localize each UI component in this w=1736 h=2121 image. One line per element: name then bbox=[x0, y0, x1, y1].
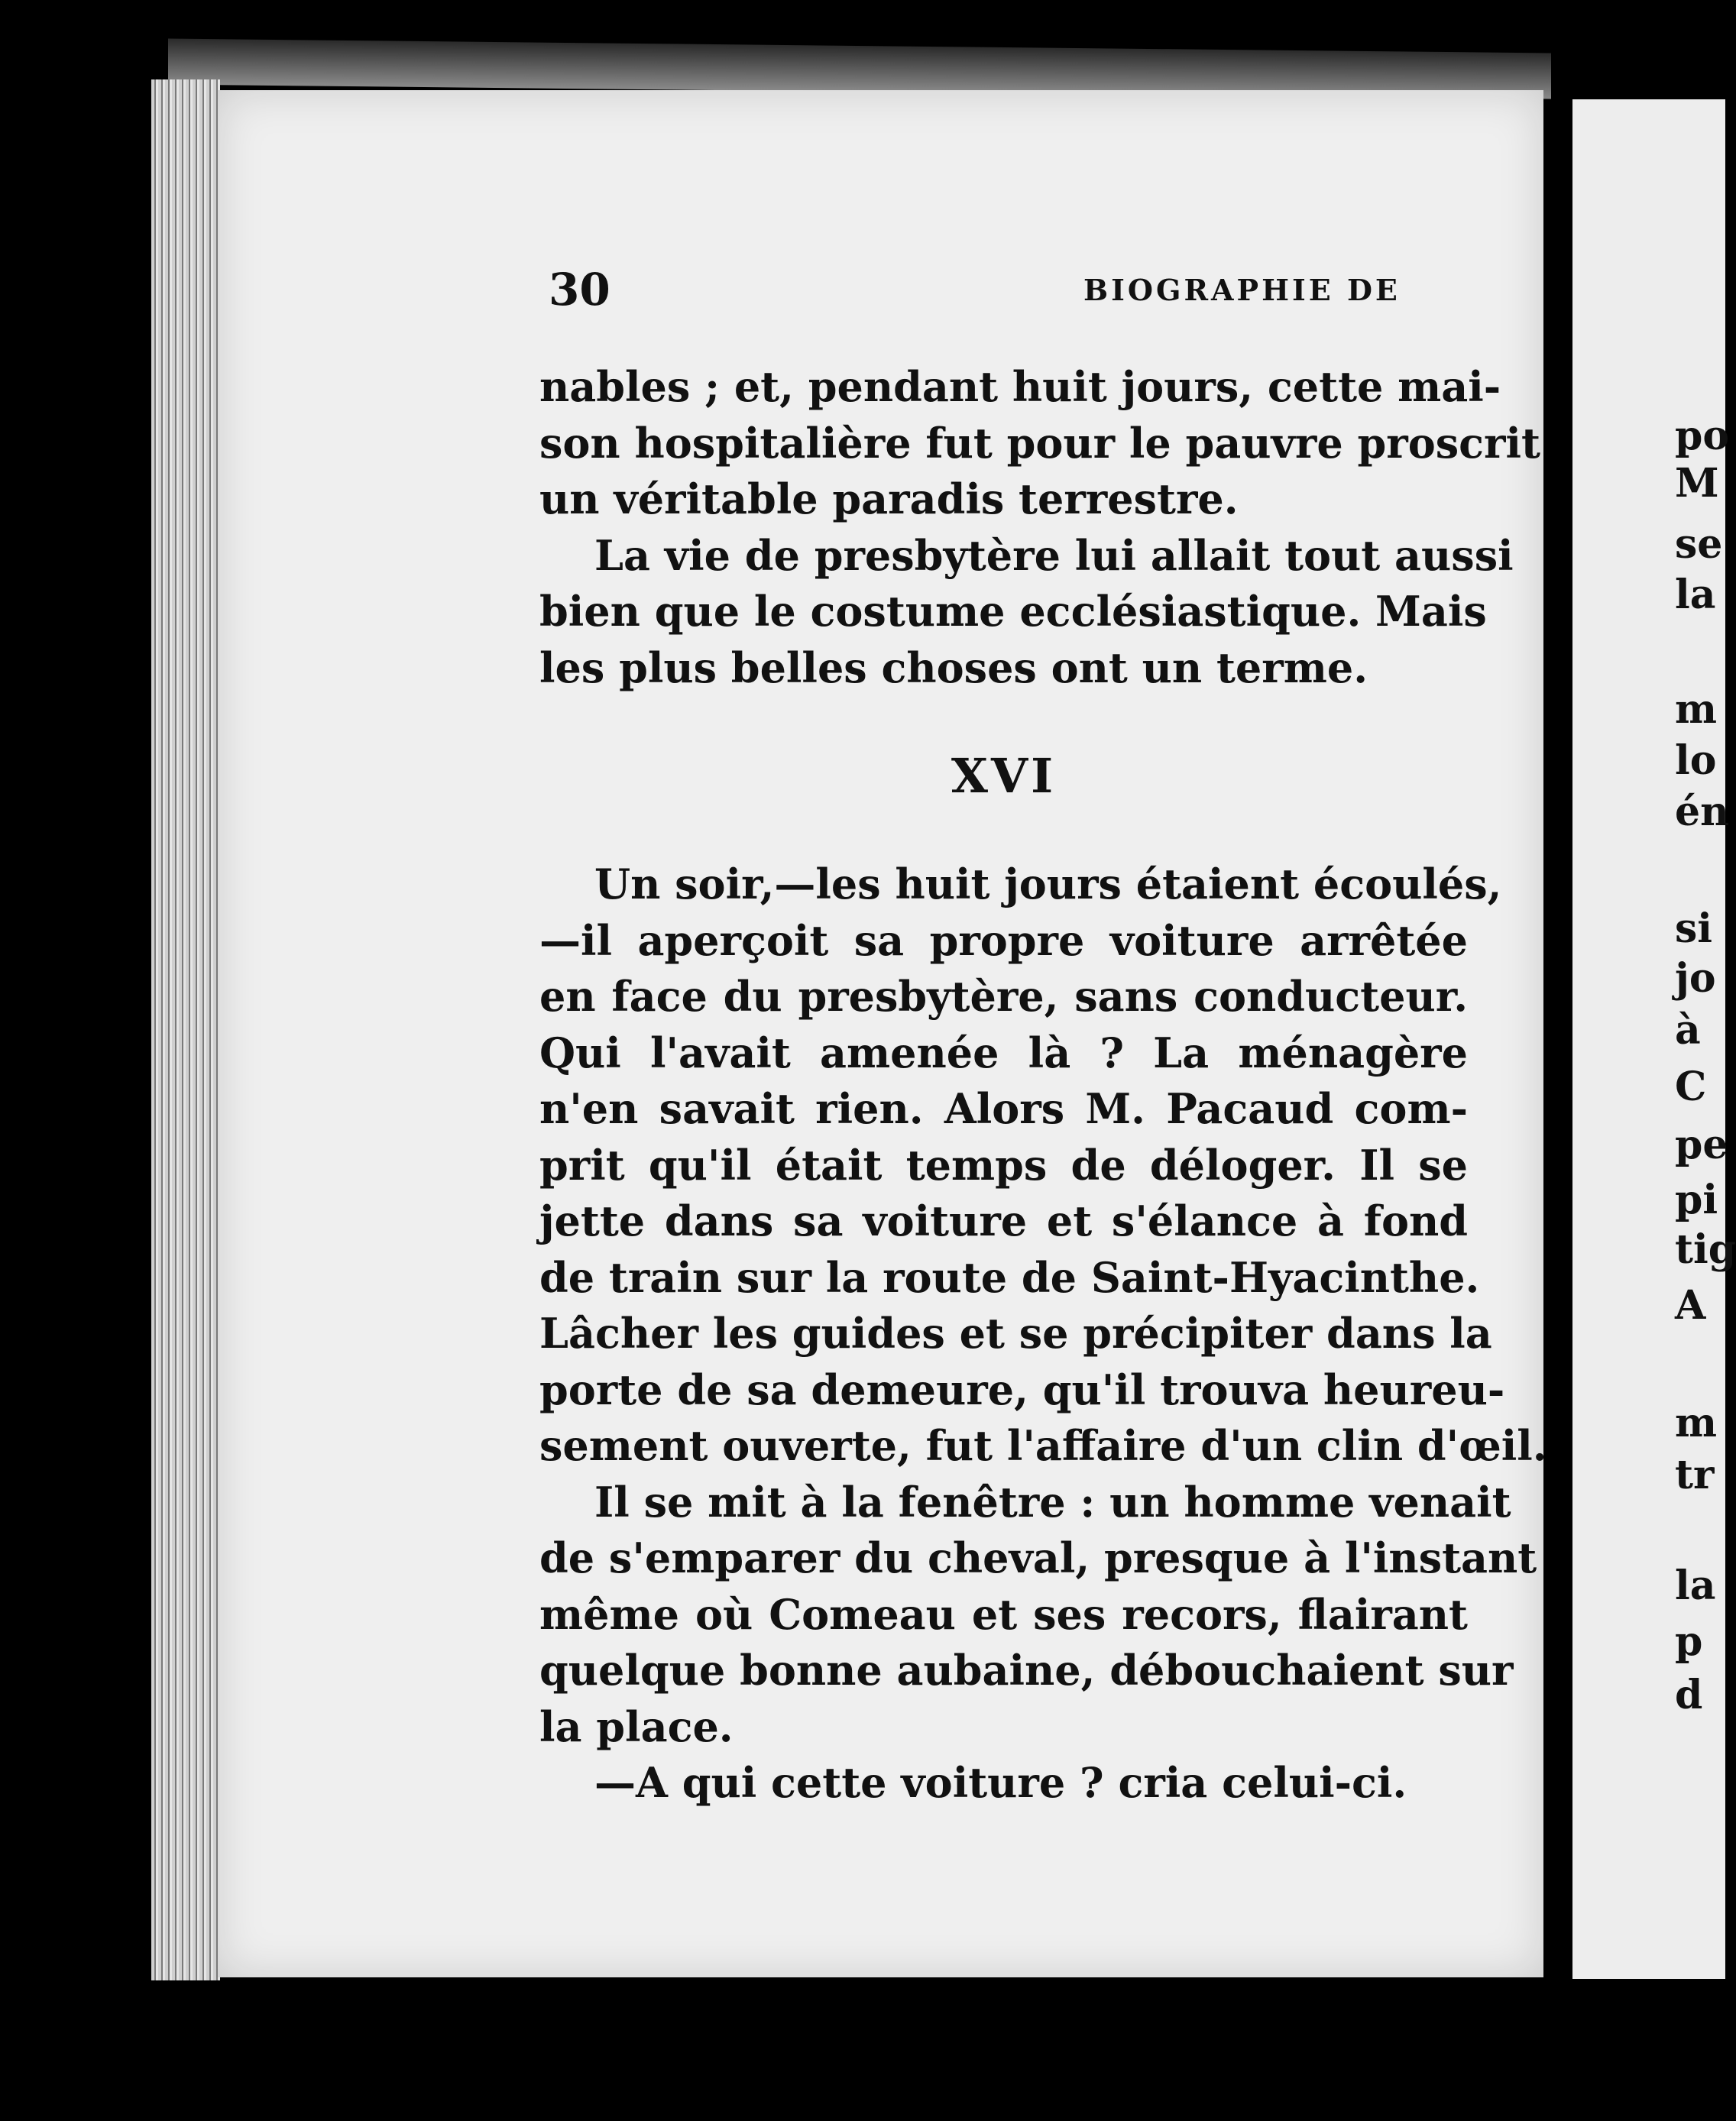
right-page-fragment: la bbox=[1675, 1562, 1716, 1609]
text-line: Un soir,—les huit jours étaient écoulés, bbox=[594, 860, 1502, 908]
page-number: 30 bbox=[549, 264, 611, 316]
right-page-fragment: én bbox=[1675, 788, 1729, 835]
right-page-fragment: A bbox=[1675, 1282, 1706, 1329]
right-page-fragment: lo bbox=[1675, 737, 1717, 784]
text-line: nables ; et, pendant huit jours, cette mai- bbox=[539, 362, 1501, 411]
text-line: sement ouverte, fut l'affaire d'un clin d'œil. bbox=[539, 1421, 1547, 1470]
chapter-heading: XVI bbox=[951, 748, 1057, 804]
text-line: porte de sa demeure, qu'il trouva heureu- bbox=[539, 1365, 1505, 1414]
right-page-fragment: tr bbox=[1675, 1452, 1715, 1498]
text-line: Il se mit à la fenêtre : un homme venait bbox=[594, 1477, 1511, 1527]
right-page-fragment: tig bbox=[1675, 1226, 1736, 1273]
right-page-fragment: si bbox=[1675, 905, 1713, 952]
page-body bbox=[539, 359, 1547, 1812]
text-line: de train sur la route de Saint-Hyacinthe. bbox=[539, 1252, 1480, 1302]
right-page-fragment: M bbox=[1675, 460, 1719, 507]
text-line: Qui l'avait amenée là ? La ménagère bbox=[539, 1028, 1468, 1077]
right-page-fragment: pi bbox=[1675, 1177, 1718, 1223]
text-line: de s'emparer du cheval, presque à l'instant bbox=[539, 1533, 1537, 1582]
text-line: un véritable paradis terrestre. bbox=[539, 474, 1239, 523]
page-header bbox=[549, 264, 1481, 325]
right-page-fragment: p bbox=[1675, 1618, 1703, 1665]
text-line: La vie de presbytère lui allait tout aussi bbox=[594, 530, 1514, 580]
right-page-fragment: à bbox=[1675, 1007, 1701, 1054]
right-page-fragment: pe bbox=[1675, 1122, 1728, 1168]
text-line: même où Comeau et ses recors, flairant bbox=[539, 1589, 1468, 1639]
right-page-fragment: m bbox=[1675, 686, 1718, 733]
running-title: BIOGRAPHIE DE bbox=[1083, 273, 1401, 307]
text-line: les plus belles choses ont un terme. bbox=[539, 643, 1368, 692]
text-line: jette dans sa voiture et s'élance à fond bbox=[539, 1197, 1468, 1245]
page-edges bbox=[151, 79, 220, 1980]
text-line: —A qui cette voiture ? cria celui-ci. bbox=[594, 1758, 1407, 1807]
right-page-fragment: la bbox=[1675, 572, 1716, 618]
text-line: Lâcher les guides et se précipiter dans la bbox=[539, 1309, 1492, 1358]
right-page-fragment: m bbox=[1675, 1400, 1718, 1446]
right-page-fragment: C bbox=[1675, 1064, 1707, 1110]
text-line: —il aperçoit sa propre voiture arrêtée bbox=[539, 915, 1468, 965]
text-line: la place. bbox=[539, 1702, 734, 1751]
text-line: son hospitalière fut pour le pauvre proscrit bbox=[539, 418, 1540, 468]
right-page-fragment: po bbox=[1675, 413, 1730, 459]
text-line: prit qu'il était temps de déloger. Il se bbox=[539, 1140, 1468, 1190]
right-page-fragment: d bbox=[1675, 1672, 1703, 1718]
right-page-fragment: jo bbox=[1675, 955, 1716, 1002]
text-line: bien que le costume ecclésiastique. Mais bbox=[539, 587, 1487, 636]
right-page-fragment: se bbox=[1675, 521, 1723, 568]
text-line: en face du presbytère, sans conducteur. bbox=[539, 972, 1468, 1021]
text-line: n'en savait rien. Alors M. Pacaud com- bbox=[539, 1084, 1468, 1133]
text-line: quelque bonne aubaine, débouchaient sur bbox=[539, 1646, 1514, 1695]
